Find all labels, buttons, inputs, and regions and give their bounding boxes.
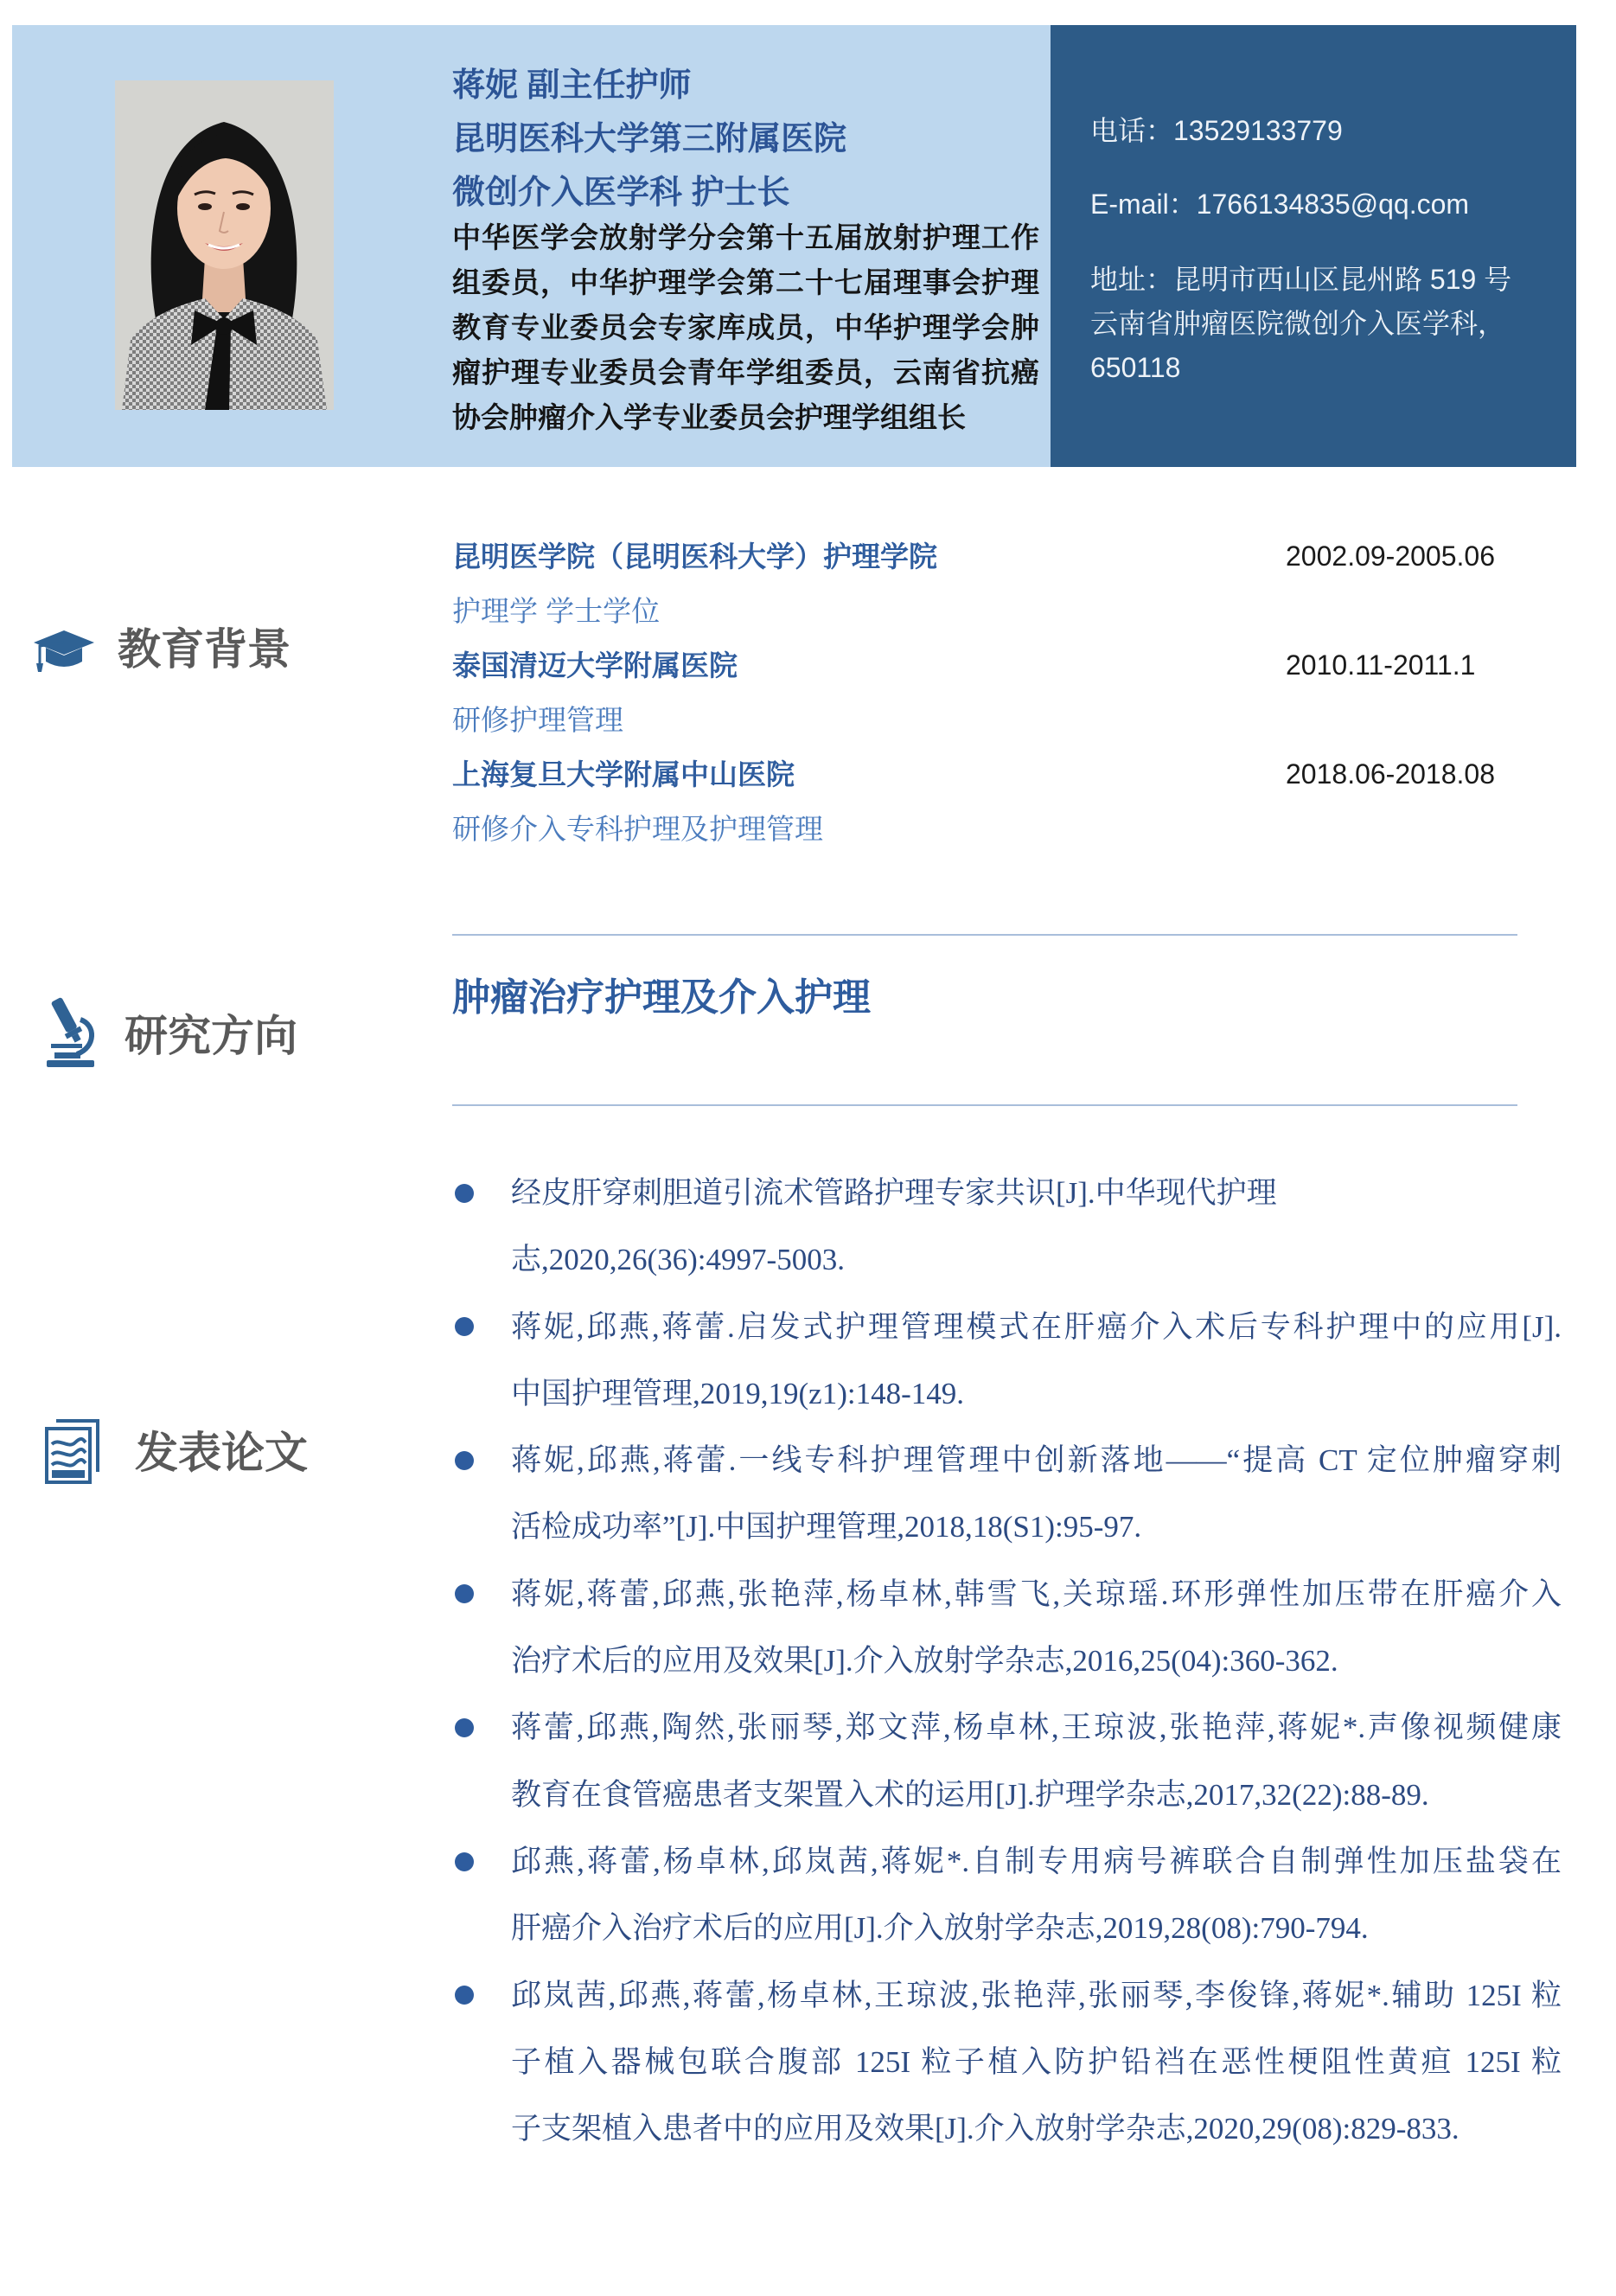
hospital-name: 昆明医科大学第三附属医院 <box>452 121 847 157</box>
professional-roles <box>452 215 1039 440</box>
name-title-block <box>452 59 1049 220</box>
postal-code: 650118 <box>1090 352 1181 383</box>
bullet-dot <box>455 1584 474 1603</box>
publication-item <box>511 1694 1562 1828</box>
publication-line: 活检成功率”[J].中国护理管理,2018,18(S1):95-97. <box>511 1510 1142 1545</box>
education-list <box>452 529 1517 856</box>
publication-item <box>511 1427 1562 1561</box>
publication-line: 经皮肝穿刺胆道引流术管路护理专家共识[J].中华现代护理 <box>511 1176 1277 1210</box>
publication-line: 子植入器械包联合腹部 125I 粒子植入防护铅裆在恶性梗阻性黄疸 125I 粒 <box>511 2044 1562 2079</box>
education-date: 2010.11-2011.1 <box>1286 649 1476 681</box>
bullet-dot <box>455 1184 474 1203</box>
contact-panel <box>1051 25 1576 467</box>
publication-item <box>511 1962 1562 2163</box>
name-and-title: 蒋妮 副主任护师 <box>452 67 692 104</box>
research-label: 研究方向 <box>125 1012 297 1060</box>
education-institution: 泰国清迈大学附属医院 <box>452 649 738 681</box>
section-divider <box>452 934 1517 936</box>
bullet-dot <box>455 1852 474 1871</box>
publication-item <box>511 1160 1562 1294</box>
education-detail: 研修介入专科护理及护理管理 <box>452 813 823 845</box>
education-entry-header <box>452 638 1517 693</box>
roles-line: 中华医学会放射学分会第十五届放射护理工作 <box>452 221 1039 254</box>
publication-line: 邱燕,蒋蕾,杨卓林,邱岚茜,蒋妮*.自制专用病号裤联合自制弹性加压盐袋在 <box>511 1844 1562 1878</box>
publication-line: 中国护理管理,2019,19(z1):148-149. <box>511 1376 964 1410</box>
education-detail: 护理学 学士学位 <box>452 595 661 627</box>
bullet-dot <box>455 1718 474 1737</box>
roles-line: 教育专业委员会专家库成员，中华护理学会肿 <box>452 310 1039 344</box>
publication-line: 蒋妮,邱燕,蒋蕾.一线专科护理管理中创新落地——“提高 CT 定位肿瘤穿刺 <box>511 1443 1562 1478</box>
document-icon <box>44 1418 100 1484</box>
research-topic: 肿瘤治疗护理及介入护理 <box>452 976 871 1019</box>
education-institution: 上海复旦大学附属中山医院 <box>452 758 795 790</box>
education-date: 2018.06-2018.08 <box>1286 758 1495 790</box>
education-label: 教育背景 <box>118 625 291 674</box>
publication-line: 蒋妮,邱燕,蒋蕾.启发式护理管理模式在肝癌介入术后专科护理中的应用[J]. <box>511 1309 1562 1344</box>
roles-line: 瘤护理专业委员会青年学组委员，云南省抗癌 <box>452 355 1039 389</box>
publication-line: 志,2020,26(36):4997-5003. <box>511 1243 845 1277</box>
publication-item <box>511 1294 1562 1428</box>
microscope-icon <box>44 994 97 1068</box>
roles-line: 组委员，中华护理学会第二十七届理事会护理 <box>452 265 1039 299</box>
publication-line: 邱岚茜,邱燕,蒋蕾,杨卓林,王琼波,张艳萍,张丽琴,李俊锋,蒋妮*.辅助 125I 粒 <box>511 1978 1562 2012</box>
address-line: 地址：昆明市西山区昆州路 519 号 <box>1090 264 1512 295</box>
education-entry-header <box>452 529 1517 584</box>
publication-line: 教育在食管癌患者支架置入术的运用[J].护理学杂志,2017,32(22):88-89. <box>511 1777 1429 1812</box>
publication-list <box>511 1160 1562 2162</box>
publication-line: 肝癌介入治疗术后的应用[J].介入放射学杂志,2019,28(08):790-794. <box>511 1911 1369 1946</box>
publication-line: 蒋妮,蒋蕾,邱燕,张艳萍,杨卓林,韩雪飞,关琼瑶.环形弹性加压带在肝癌介入 <box>511 1577 1562 1611</box>
bullet-dot <box>455 1317 474 1336</box>
publication-line: 蒋蕾,邱燕,陶然,张丽琴,郑文萍,杨卓林,王琼波,张艳萍,蒋妮*.声像视频健康 <box>511 1711 1562 1745</box>
education-date: 2002.09-2005.06 <box>1286 540 1495 572</box>
publication-item <box>511 1561 1562 1695</box>
publication-line: 子支架植入患者中的应用及效果[J].介入放射学杂志,2020,29(08):829-833. <box>511 2112 1460 2146</box>
department-and-position: 微创介入医学科 护士长 <box>452 175 790 211</box>
phone-text: 电话：13529133779 <box>1090 115 1343 146</box>
bullet-dot <box>455 1451 474 1470</box>
education-entry-header <box>452 747 1517 802</box>
address-block <box>1090 258 1562 390</box>
profile-photo <box>115 80 334 410</box>
header-profile-panel <box>12 25 1051 467</box>
publications-label: 发表论文 <box>135 1429 308 1477</box>
graduation-cap-icon <box>32 629 95 673</box>
bullet-dot <box>455 1986 474 2005</box>
email-text: E-mail：1766134835@qq.com <box>1090 189 1470 220</box>
section-divider <box>452 1104 1517 1106</box>
education-institution: 昆明医学院（昆明医科大学）护理学院 <box>452 540 937 572</box>
publication-line: 治疗术后的应用及效果[J].介入放射学杂志,2016,25(04):360-362. <box>511 1644 1338 1679</box>
address-line: 云南省肿瘤医院微创介入医学科， <box>1090 308 1506 339</box>
publication-item <box>511 1828 1562 1962</box>
roles-line: 协会肿瘤介入学专业委员会护理学组组长 <box>452 400 966 434</box>
education-detail: 研修护理管理 <box>452 704 623 736</box>
